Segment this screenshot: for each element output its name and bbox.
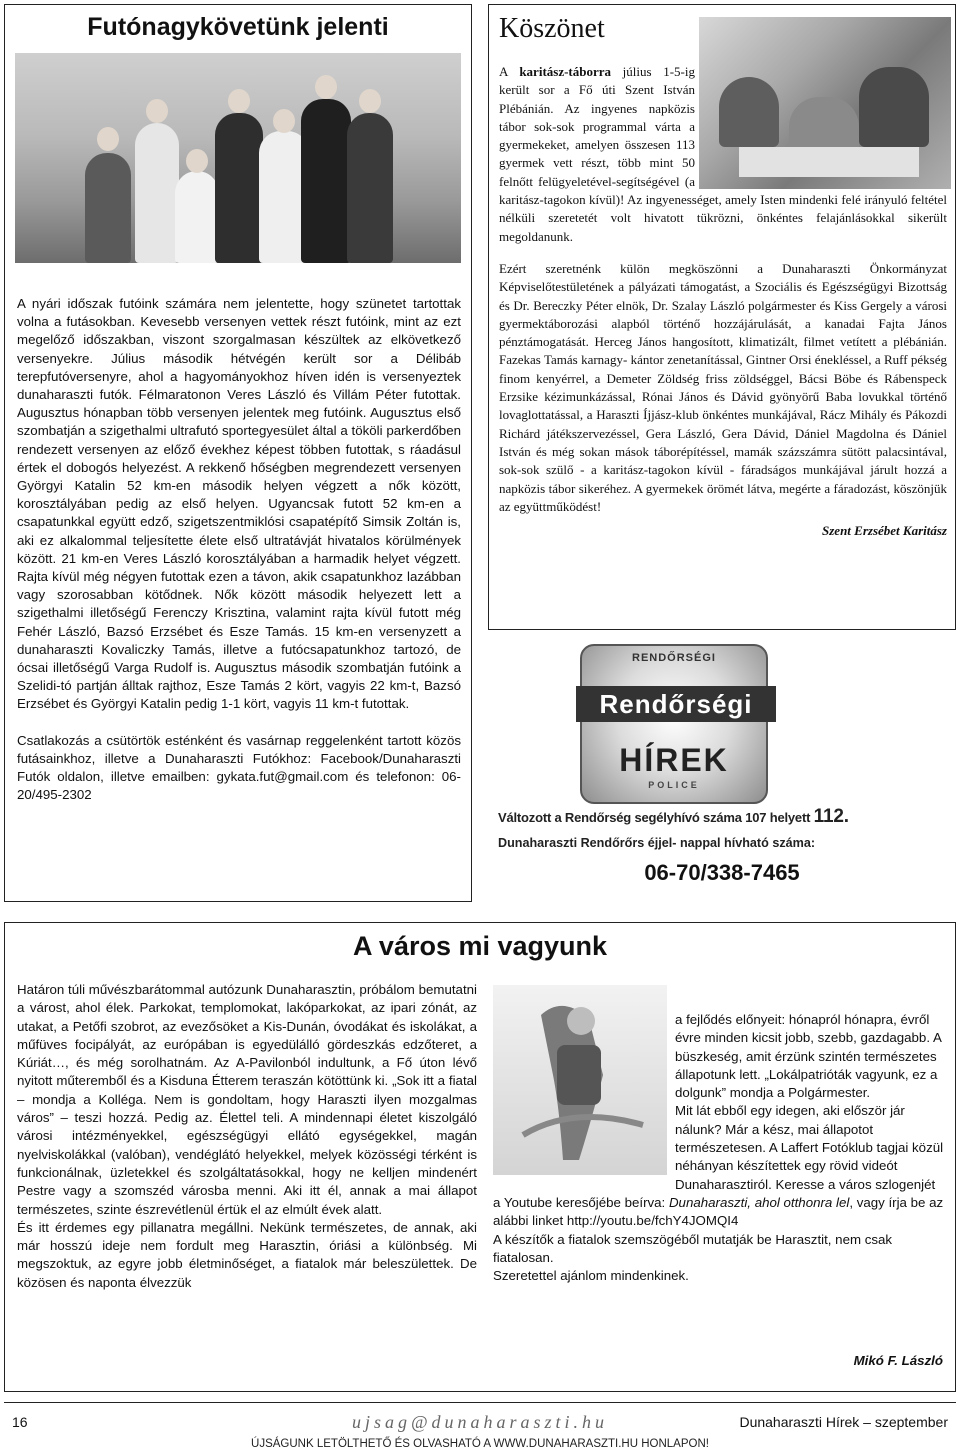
city-text: Mit lát ebből egy idegen, aki először jár nálunk? Már a kész, mai állapotot természetesen. A Laffert Fotóklub tagjai közül néhányan készítettek egy rövid videót Dunaharasztiról. Keresse a város szlogenjét a Youtube keresőjébe beírva: [493,1103,944,1210]
photo-figure-head [315,75,337,99]
photo-figure-head [359,89,381,113]
city-right-column [493,1011,945,1285]
photo-figure-head [273,109,295,133]
city-left-column [17,981,477,1292]
thanks-paragraph: Ezért szeretnénk külön megköszönni a Dunaharaszti Önkormányzat Képviselőtestületének a pályázati támogatást, a Szociális és Egészségügyi Bizottság és Dr. Bereczky Péter elnök, Dr. Szalay László polgármester és Kiss Gergely a városi gyermektáborozási alapból történő hozzájárulását, a kanadai Fajta János pénztámogatását. Herceg János hangosított, klimatizált, filmet vetített a plébánián. Fazekas Tamás karnagy- kántor zenetanítással, Gintner Orsi énekléssel, a Ruff pékség finom kenyérrel, a Demeter Zöldség friss zöldséggel, Bácsi Böbe és Rábenspeck Erzsike kézimunkázással, Rónai János és Dávid gyönyörű Baba lovukkal történő lovaglottatással, a Haraszti Íjjász-klub önkéntes munkájával, Rácz Mihály és Pákozdi Richárd játékszervezéssel, Gera László, Gera Dávid, Dániel Magdolna és Dániel István és még sokan mások táborépítéssel, mamák százszámra sütött palacsintával, sok-sok szülő - a karitász-tagokon kívül - fáradságos munkájával járult hozzá a napközis tábor sikeréhez. A gyermekek örömét látva, megérte a fáradozást, köszönjük az együttműködést! [499,260,947,514]
city-paragraph: a fejlődés előnyeit: hónapról hónapra, évről évre minden kicsit jobb, szebb, gazdagabb. A büszkeség, amit érzünk szintén természetes állapotunk lett. „Lokálpatrióták vagyunk, ez a dolgunk” mondja a Polgármester. [675,1012,942,1101]
photo-figure-head [186,149,208,173]
police-logo-band: Rendőrségi [576,686,776,722]
thanks-body [499,63,947,540]
thanks-intro-bold: karitász-táborra [519,64,612,79]
footer-note: ÚJSÁGUNK LETÖLTHETŐ ÉS OLVASHATÓ A WWW.DUNAHARASZTI.HU HONLAPON! [251,1438,709,1450]
police-emergency-number: 112. [813,806,849,827]
runners-body [17,295,461,804]
thanks-signature: Szent Erzsébet Karitász [822,523,947,539]
thanks-article [488,4,956,630]
photo-figure-head [228,89,250,113]
police-line1-text: Változott a Rendőrség segélyhívó száma 107 helyett [498,810,811,825]
police-news-ad [488,640,956,902]
city-article [4,922,956,1392]
city-paragraph: És itt érdemes egy pillanatra megállni. Nekünk természetes, de annak, aki már hosszú ideje nem fordult meg Harasztin, óriási a különbség. Mi megszoktuk, az egyre jobb életminőséget, a fiatalok már beleszülettek. De közösen és naponta élvezzük [17,1219,477,1290]
photo-figure [347,113,393,263]
footer-divider [4,1402,956,1403]
runners-title: Futónagykövetünk jelenti [87,13,389,41]
photo-figure [301,99,351,263]
city-text: , vagy írja be az alábbi linket http://youtu.be/fchY4JOMQI4 [493,1194,944,1229]
photo-figure [135,123,179,263]
runners-article [4,4,472,902]
runners-contact-paragraph: Csatlakozás a csütörtök esténként és vasárnap reggelenként tartott közös futásainkhoz, illetve a Dunaharaszti Futókhoz: Facebook/Dunaharaszti Futók oldalon, illetve emailben: gykata.fut@gmail.com és telefonon: 06-20/495-2302 [17,732,461,803]
thanks-intro-pre: A [499,64,520,79]
runners-group-photo [15,53,461,263]
thanks-intro-post: július 1-5-ig került sor a Fő úti Szent István Plébánián. Az ingyenes napközis tábor sok-sok programmal várta a gyermekeket, amelyen összesen 113 gyermek vett részt, több mint 50 felnőtt felügyeletével-segítségével (a karitász-tagokon kívül)! Az ingyenességet, amely Isten mindenki felé irányuló feltétel nélküli szeretetét volt hivatott tükrözni, önkéntes felajánlásokkal sikerült megoldanunk. [499,64,947,244]
police-number-change [498,806,954,828]
photo-figure [175,171,219,263]
photo-figure [215,113,263,263]
thanks-title: Köszönet [499,13,605,44]
city-paragraph: Szeretettel ajánlom mindenkinek. [493,1268,689,1284]
page-number: 16 [12,1414,28,1430]
police-phone: 06-70/338-7465 [644,860,800,885]
police-logo-top: RENDŐRSÉGI [632,652,716,664]
police-logo [580,644,768,804]
runners-paragraph: A nyári időszak futóink számára nem jelentette, hogy szünetet tartottak volna a futásokban. Kevesebb versenyen vettek részt futóink, mint az ezt megelőző időszakban, viszont szorgalmasan készültek az elkövetkező versenyekre. Július második hétvégén került sor a Délibáb terepfutóversenyre, ahol a hagyományokhoz híven idén is versenyeztek dunaharaszti futók. Félmaratonon Veres László és Villám Péter futottak. Augusztus hónapban több versenyen jelentek meg futóink. Augusztus első szombatján a szigethalmi ultrafutó sportegyesület által a tököli parkerdőben rendezett versenyen az előző évekhez képest többen futottak, s ráadásul értek el dobogós helyezést. A rekkenő hőségben megrendezett versenyen Györgyi Katalin 52 km-en második helyen végzett a nők között, korosztályában pedig az első helyen. Ugyancsak futott 52 km-en a csapatunkkal együtt edző, szigetszentmiklósi csapatépítő Simsik Zoltán is, aki ez alkalommal teljesítette élete első ultratávját hivatalos körülmények között. 21 km-en Veres László korosztályában a harmadik helyet végzett. Rajta kívül még négyen futottak ezen a távon, akik csapatunkhoz lazábban vagy szorosabban kötődnek. Nők között második helyezett lett a szigethalmi illetőségű Ferenczy Krisztina, valamint rajta kívül futott még Fehér László, Bazsó Erzsébet és Esze Tamás. 15 km-en versenyzett a dunaharaszti Kovaliczky Tamás, illetve a futócsapatunkhoz tartozó, de ócsai illetőségű Varga Rudolf is. Augusztus második szombatján futóink a Szelidi-tó partján álltak rajthoz, Esze Tamás 2 kört, vagyis 22 km-t, Bazsó Erzsébet és Györgyi Katalin pedig 1-1 kört, vagyis 11 km-t futottak. [17,296,461,712]
publication-name: Dunaharaszti Hírek – szeptember [739,1414,948,1430]
city-title: A város mi vagyunk [352,931,608,961]
photo-figure-head [146,99,168,123]
city-slogan: Dunaharaszti, ahol otthonra lel [668,1194,850,1210]
photo-float-spacer [493,1011,675,1189]
police-station-line: Dunaharaszti Rendőrőrs éjjel- nappal hívható száma: [498,836,816,850]
city-paragraph: A készítők a fiatalok szemszögéből mutatják be Harasztit, nem csak fiatalosan. [493,1231,893,1265]
footer-email: ujsag@dunaharaszti.hu [351,1412,609,1432]
city-signature: Mikó F. László [853,1353,943,1368]
police-logo-small: POLICE [648,780,700,790]
photo-float-spacer [695,63,947,191]
police-logo-big: HÍREK [619,742,729,778]
city-paragraph: Határon túli művészbarátommal autózunk Dunaharasztin, próbálom bemutatni a várost, ahol élek. Parkokat, templomokat, lakóparkokat, az ipari zónát, az utakat, a Petőfi szobrot, az evezősöket a Kis-Dunán, óvodákat és iskolákat, a műfüves focipályát, az európában is egyedülálló gördeszkás edzőteret, a Kúriát…, és még sorolhatnám. Az A-Pavilonból indultunk, a Fő úton lévő nyitott műteremből és a Kisduna Étterem teraszán kötöttünk ki. „Sok itt a fiatal – mondja a Kolléga. Nem is gondoltam, hogy Haraszti ilyen mozgalmas város” – teszi hozzá. Pedig az. Élettel teli. A mindennapi életet kiszolgáló városi intézményekkel, egészségügyi ellátó egységekkel, magán nyelviskolákkal (valóban), vendéglátó helyekkel, melyek közösségi térként is funkcionálnak, üzletekkel és szolgáltatásokkal, hogy ne kelljen mindenért Pestre vagy a szomszéd városba menni. Aki itt él, annak a mai állapot természetes, szinte észrevétlenül értük el az elmúlt évek alatt. [17,982,477,1217]
photo-figure-head [97,127,119,151]
photo-figure [85,153,131,263]
